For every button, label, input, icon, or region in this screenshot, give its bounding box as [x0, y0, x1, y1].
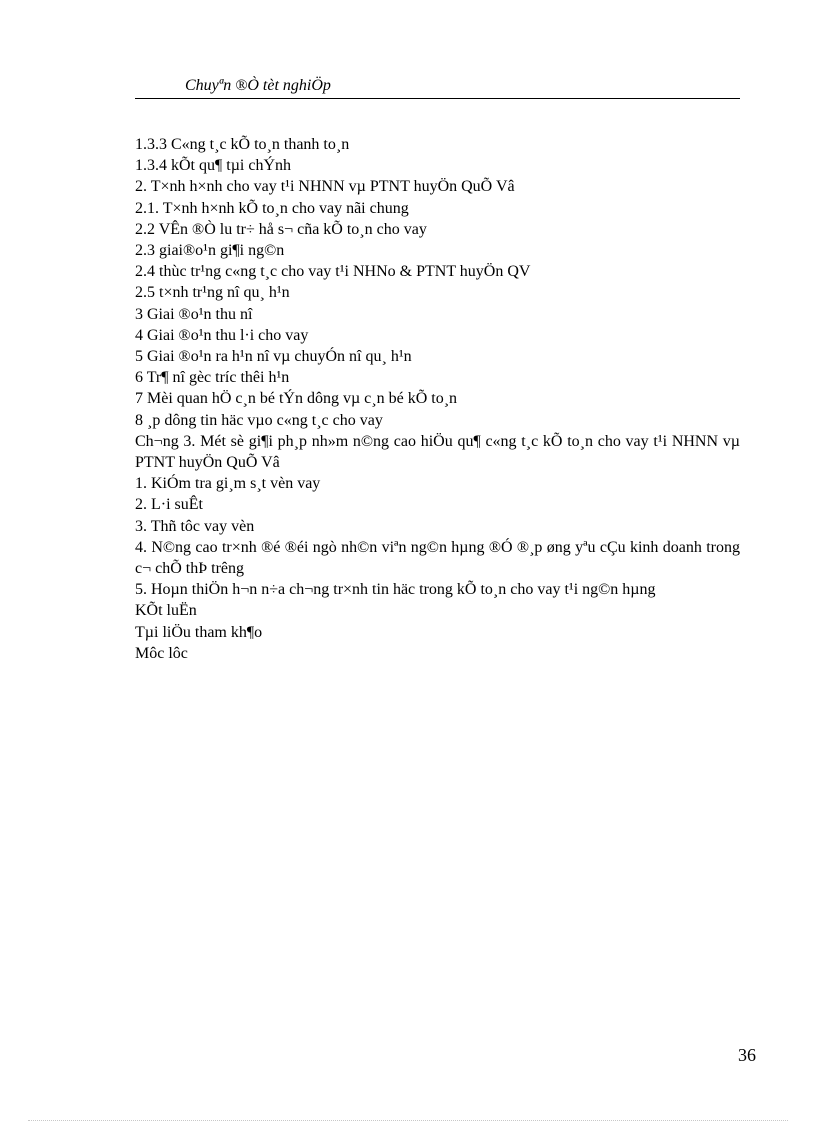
- toc-item: 2. L·i suÊt: [135, 496, 203, 514]
- toc-item: Môc lôc: [135, 644, 188, 662]
- toc-item: 4 Giai ®o¹n thu l·i cho vay: [135, 326, 309, 344]
- table-of-contents: [135, 134, 740, 664]
- page-header-title: Chuyªn ®Ò tèt nghiÖp: [185, 77, 331, 94]
- toc-item: 2.4 thùc tr¹ng c«ng t¸c cho vay t¹i NHNo & PTNT huyÖn QV: [135, 263, 531, 281]
- toc-item: 3. Thñ tôc vay vèn: [135, 517, 255, 535]
- toc-item: 8 ¸p dông tin häc vµo c«ng t¸c cho vay: [135, 411, 383, 429]
- toc-item: 1.3.3 C«ng t¸c kÕ to¸n thanh to¸n: [135, 136, 350, 153]
- toc-item: Tµi liÖu tham kh¶o: [135, 623, 263, 641]
- page-number: 36: [738, 1045, 756, 1065]
- toc-item: 6 Tr¶ nî gèc tríc thêi h¹n: [135, 369, 290, 387]
- footer-dotted-rule: [28, 1120, 788, 1121]
- toc-item: 1. KiÓm tra gi¸m s¸t vèn vay: [135, 475, 321, 493]
- toc-item: Ch¬ng 3. Mét sè gi¶i ph¸p nh»m n©ng cao hiÖu qu¶ c«ng t¸c kÕ to¸n cho vay t¹i NHNN vµ PTNT huyÖn QuÕ Vâ: [135, 432, 740, 472]
- toc-item: 2.5 t×nh tr¹ng nî qu¸ h¹n: [135, 284, 290, 302]
- toc-item: 5. Hoµn thiÖn h¬n n÷a ch¬ng tr×nh tin häc trong kÕ to¸n cho vay t¹i ng©n hµng: [135, 581, 656, 599]
- toc-item: 7 Mèi quan hÖ c¸n bé tÝn dông vµ c¸n bé kÕ to¸n: [135, 390, 458, 408]
- toc-item: 4. N©ng cao tr×nh ®é ®éi ngò nh©n viªn ng©n hµng ®Ó ®¸p øng yªu cÇu kinh doanh trong c¬ chÕ thÞ trêng: [135, 538, 740, 578]
- toc-item: 2.1. T×nh h×nh kÕ to¸n cho vay nãi chung: [135, 199, 409, 217]
- header-rule: [135, 98, 740, 99]
- toc-item: 1.3.4 kÕt qu¶ tµi chÝnh: [135, 157, 292, 175]
- toc-item: 2.3 giai®o¹n gi¶i ng©n: [135, 242, 285, 260]
- toc-item: 5 Giai ®o¹n ra h¹n nî vµ chuyÓn nî qu¸ h¹n: [135, 348, 412, 366]
- toc-item: 2. T×nh h×nh cho vay t¹i NHNN vµ PTNT huyÖn QuÕ Vâ: [135, 178, 515, 196]
- toc-item: 3 Giai ®o¹n thu nî: [135, 305, 253, 323]
- toc-item: 2.2 VÊn ®Ò lu tr÷ hå s¬ cña kÕ to¸n cho vay: [135, 220, 427, 238]
- toc-item: KÕt luËn: [135, 602, 197, 620]
